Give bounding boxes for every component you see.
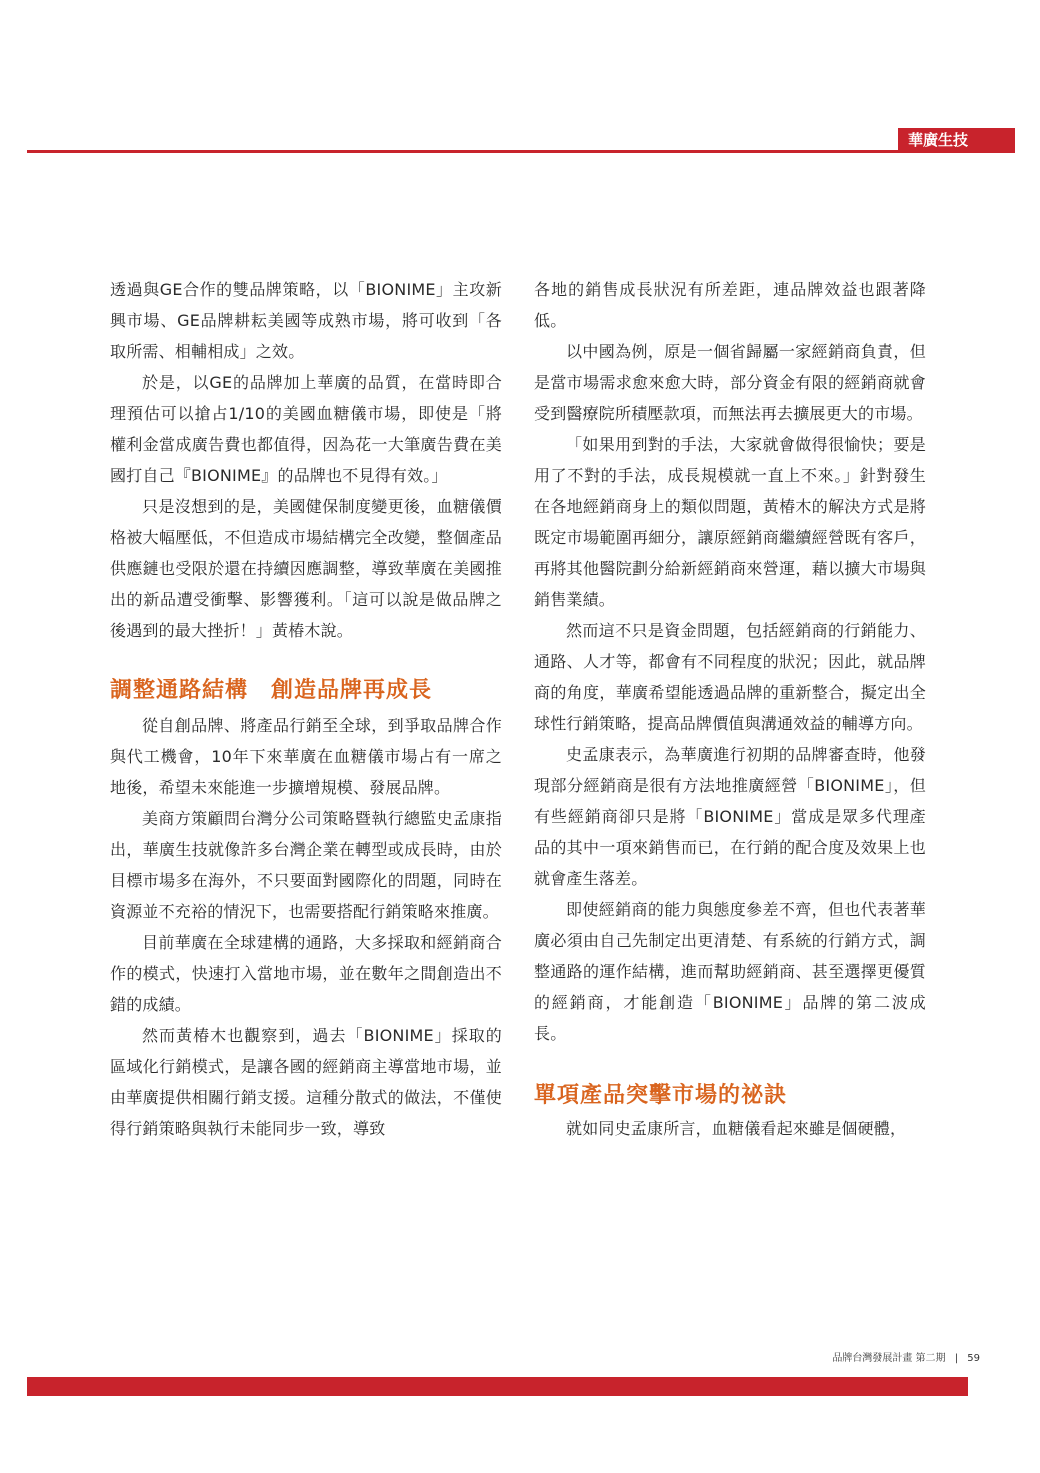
body-paragraph: 於是，以GE的品牌加上華廣的品質，在當時即合理預估可以搶占1/10的美國血糖儀市場，即使是「將權利金當成廣告費也都值得，因為花一大筆廣告費在美國打自己『BIONIME』的品牌也不見得有效。」 (110, 373, 502, 485)
body-paragraph: 史孟康表示，為華廣進行初期的品牌審查時，他發現部分經銷商是很有方法地推廣經營「BIONIME」，但有些經銷商卻只是將「BIONIME」當成是眾多代理產品的其中一項來銷售而已，在行銷的配合度及效果上也就會產生落差。 (534, 745, 926, 888)
section-heading: 單項產品突擊市場的祕訣 (534, 1083, 788, 1108)
left-column (110, 274, 502, 1144)
body-paragraph: 只是沒想到的是，美國健保制度變更後，血糖儀價格被大幅壓低，不但造成市場結構完全改變，整個產品供應鏈也受限於還在持續因應調整，導致華廣在美國推出的新品遭受衝擊、影響獲利。「這可以說是做品牌之後遇到的最大挫折！」黃椿木說。 (110, 497, 502, 640)
body-paragraph: 透過與GE合作的雙品牌策略，以「BIONIME」主攻新興市場、GE品牌耕耘美國等成熟市場，將可收到「各取所需、相輔相成」之效。 (110, 280, 502, 361)
page-number: 59 (967, 1353, 980, 1364)
body-paragraph: 各地的銷售成長狀況有所差距，連品牌效益也跟著降低。 (534, 280, 926, 330)
footer-rule (27, 1377, 968, 1396)
right-column (534, 274, 926, 1144)
footer-issue: 第二期 (915, 1353, 946, 1364)
body-paragraph: 「如果用到對的手法，大家就會做得很愉快；要是用了不對的手法，成長規模就一直上不來。」針對發生在各地經銷商身上的類似問題，黃椿木的解決方式是將既定市場範圍再細分，讓原經銷商繼續經營既有客戶，再將其他醫院劃分給新經銷商來營運，藉以擴大市場與銷售業績。 (534, 435, 926, 609)
body-paragraph: 以中國為例，原是一個省歸屬一家經銷商負責，但是當市場需求愈來愈大時，部分資金有限的經銷商就會受到醫療院所積壓款項，而無法再去擴展更大的市場。 (534, 342, 926, 423)
body-paragraph: 即使經銷商的能力與態度參差不齊，但也代表著華廣必須由自己先制定出更清楚、有系統的行銷方式，調整通路的運作結構，進而幫助經銷商、甚至選擇更優質的經銷商，才能創造「BIONIME」品牌的第二波成長。 (534, 900, 926, 1043)
body-paragraph: 就如同史孟康所言，血糖儀看起來雖是個硬體， (566, 1119, 907, 1138)
page-footer (800, 1349, 980, 1364)
body-paragraph: 然而這不只是資金問題，包括經銷商的行銷能力、通路、人才等，都會有不同程度的狀況；因此，就品牌商的角度，華廣希望能透過品牌的重新整合，擬定出全球性行銷策略，提高品牌價值與溝通效益的輔導方向。 (534, 621, 926, 733)
body-paragraph: 從自創品牌、將產品行銷至全球，到爭取品牌合作與代工機會，10年下來華廣在血糖儀市場占有一席之地後，希望未來能進一步擴增規模、發展品牌。 (110, 716, 502, 797)
section-heading: 調整通路結構 創造品牌再成長 (110, 678, 433, 703)
section-tag: 華廣生技 (898, 128, 1015, 153)
footer-separator: | (954, 1353, 959, 1364)
body-paragraph: 目前華廣在全球建構的通路，大多採取和經銷商合作的模式，快速打入當地市場，並在數年之間創造出不錯的成績。 (110, 933, 502, 1014)
body-paragraph: 然而黃椿木也觀察到，過去「BIONIME」採取的區域化行銷模式，是讓各國的經銷商主導當地市場，並由華廣提供相關行銷支援。這種分散式的做法，不僅使得行銷策略與執行未能同步一致，導致 (110, 1026, 502, 1138)
body-paragraph: 美商方策顧問台灣分公司策略暨執行總監史孟康指出，華廣生技就像許多台灣企業在轉型或成長時，由於目標市場多在海外，不只要面對國際化的問題，同時在資源並不充裕的情況下，也需要搭配行銷策略來推廣。 (110, 809, 502, 921)
footer-publication: 品牌台灣發展計畫 (832, 1353, 913, 1364)
header-rule (27, 150, 1015, 153)
